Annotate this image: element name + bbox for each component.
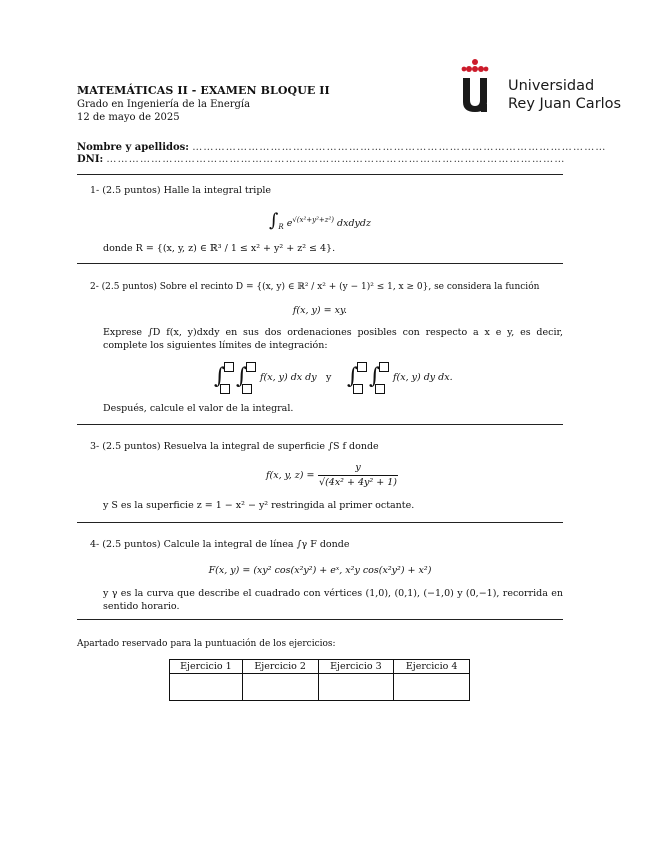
exercise-2-integrals: ∫ ∫ f(x, y) dx dy y ∫ ∫ f(x, y) dy dx. — [212, 362, 512, 396]
score-header-cell: Ejercicio 4 — [394, 660, 470, 674]
exercise-3-condition: y S es la superficie z = 1 − x² − y² restringida al primer octante. — [103, 500, 415, 511]
integrand-2: f(x, y) dy dx. — [393, 372, 453, 383]
exercise-4-condition: y γ es la curva que describe el cuadrado con vértices (1,0), (0,1), (−1,0) y (0,−1), recorrida en sentido horario. — [103, 588, 563, 612]
divider — [77, 619, 563, 620]
exercise-3-formula — [266, 462, 416, 492]
lower-limit-box[interactable] — [353, 384, 363, 394]
upper-limit-box[interactable] — [246, 362, 256, 372]
university-name-line1: Universidad — [508, 78, 595, 94]
lower-limit-box[interactable] — [375, 384, 385, 394]
score-cell[interactable] — [242, 674, 318, 701]
degree-name: Grado en Ingeniería de la Energía — [77, 99, 251, 110]
exercise-1-condition: donde R = {(x, y, z) ∈ ℝ³ / 1 ≤ x² + y² + z² ≤ 4}. — [103, 243, 336, 254]
integrand-1: f(x, y) dx dy — [260, 372, 317, 383]
divider — [77, 522, 563, 523]
score-cell[interactable] — [394, 674, 470, 701]
exercise-4-formula: F(x, y) = (xy² cos(x²y²) + eˣ, x²y cos(x²y²) + x²) — [208, 565, 432, 576]
exercise-2-formula: f(x, y) = xy. — [292, 305, 348, 316]
score-header-row — [170, 660, 470, 674]
score-caption: Apartado reservado para la puntuación de los ejercicios: — [77, 639, 336, 649]
score-header-cell: Ejercicio 1 — [170, 660, 243, 674]
score-cell[interactable] — [318, 674, 394, 701]
score-header-cell: Ejercicio 2 — [242, 660, 318, 674]
exercise-2-text1: Exprese ∫D f(x, y)dxdy en sus dos ordenaciones posibles con respecto a x e y, es decir, complete los siguientes límites de integración: — [103, 327, 563, 351]
university-name-line2: Rey Juan Carlos — [508, 96, 622, 112]
fraction-numerator: y — [355, 462, 361, 473]
exercise-3-intro: 3- (2.5 puntos) Resuelva la integral de superficie ∫S f donde — [90, 441, 379, 452]
fraction-denominator: √(4x² + 4y² + 1) — [319, 477, 397, 488]
exercise-1-intro: 1- (2.5 puntos) Halle la integral triple — [90, 185, 272, 196]
urjc-emblem-icon — [460, 56, 500, 116]
divider — [77, 424, 563, 425]
exercise-2-intro: 2- (2.5 puntos) Sobre el recinto D = {(x, y) ∈ ℝ² / x² + (y − 1)² ≤ 1, x ≥ 0}, se considera la función — [90, 282, 540, 292]
exam-title: MATEMÁTICAS II - EXAMEN BLOQUE II — [77, 84, 330, 97]
name-field[interactable] — [77, 142, 607, 153]
score-table — [169, 659, 470, 701]
name-label: Nombre y apellidos: — [77, 142, 190, 153]
upper-limit-box[interactable] — [224, 362, 234, 372]
divider — [77, 263, 563, 264]
score-value-row — [170, 674, 470, 701]
upper-limit-box[interactable] — [357, 362, 367, 372]
divider — [77, 174, 563, 175]
lower-limit-box[interactable] — [242, 384, 252, 394]
score-header-cell: Ejercicio 3 — [318, 660, 394, 674]
formula-lhs: f(x, y, z) = — [266, 470, 315, 481]
exercise-4-intro: 4- (2.5 puntos) Calcule la integral de línea ∫γ F donde — [90, 539, 350, 550]
university-logo — [460, 56, 630, 116]
conjunction: y — [326, 372, 332, 383]
dni-field[interactable] — [77, 154, 566, 165]
lower-limit-box[interactable] — [220, 384, 230, 394]
dni-label: DNI: — [77, 154, 104, 165]
name-dots: ………………………………………………………………………………………………… — [192, 142, 607, 153]
dni-dots: …………………………………………………………………………………………………………… — [106, 154, 566, 165]
upper-limit-box[interactable] — [379, 362, 389, 372]
score-cell[interactable] — [170, 674, 243, 701]
exercise-2-text2: Después, calcule el valor de la integral. — [103, 403, 294, 414]
exam-date: 12 de mayo de 2025 — [77, 112, 180, 123]
exercise-1-formula: $\int_R$ $e^{√(x^2+y^2+z^2)}$ dxdydz — [269, 210, 371, 231]
